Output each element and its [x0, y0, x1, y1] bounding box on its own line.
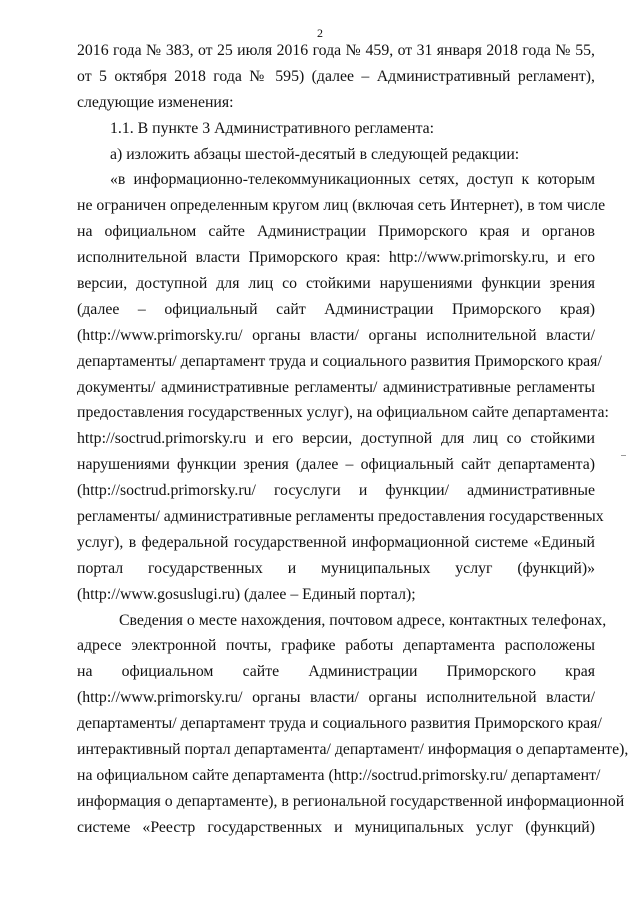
- text-line: адресе электронной почты, графике работы департамента расположены: [77, 637, 595, 655]
- text-line: интерактивный портал департамента/ департамент/ информация о департаменте),: [77, 741, 629, 759]
- text-line: на официальном сайте Администрации Приморского края и органов: [77, 223, 595, 241]
- text-line: (http://www.primorsky.ru/ органы власти/ органы исполнительной власти/: [77, 326, 595, 344]
- text-line: департаменты/ департамент труда и социального развития Приморского края/: [77, 715, 602, 733]
- text-line: услуг), в федеральной государственной информационной системе «Единый: [77, 533, 595, 551]
- text-line: (далее – официальный сайт Администрации Приморского края): [77, 300, 595, 318]
- text-line: от 5 октября 2018 года № 595) (далее – Административный регламент),: [77, 67, 595, 85]
- text-line: следующие изменения:: [77, 93, 234, 111]
- text-line: на официальном сайте Администрации Приморского края: [77, 663, 595, 681]
- text-line: исполнительной власти Приморского края: http://www.primorsky.ru, и его: [77, 249, 595, 267]
- page-number: 2: [317, 26, 323, 40]
- text-line: системе «Реестр государственных и муниципальных услуг (функций): [77, 818, 595, 836]
- text-line: (http://soctrud.primorsky.ru/ госуслуги и функции/ административные: [77, 482, 595, 500]
- document-body: [77, 38, 629, 841]
- text-line: информация о департаменте), в региональной государственной информационной: [77, 792, 625, 810]
- text-line: на официальном сайте департамента (http://soctrud.primorsky.ru/ департамент/: [77, 766, 601, 784]
- text-line: нарушениями функции зрения (далее – официальный сайт департамента): [77, 456, 595, 474]
- text-line: (http://www.gosuslugi.ru) (далее – Единый портал);: [77, 585, 416, 603]
- text-line: документы/ административные регламенты/ административные регламенты: [77, 378, 595, 396]
- text-line: предоставления государственных услуг), на официальном сайте департамента:: [77, 404, 609, 422]
- text-line: не ограничен определенным кругом лиц (включая сеть Интернет), в том числе: [77, 197, 606, 215]
- text-line: 2016 года № 383, от 25 июля 2016 года № 459, от 31 января 2018 года № 55,: [77, 42, 595, 59]
- text-line: 1.1. В пункте 3 Административного регламента:: [110, 119, 435, 137]
- text-line: http://soctrud.primorsky.ru и его версии, доступной для лиц со стойкими: [77, 430, 595, 448]
- text-line: версии, доступной для лиц со стойкими нарушениями функции зрения: [77, 275, 595, 293]
- text-line: Сведения о месте нахождения, почтовом адресе, контактных телефонах,: [119, 611, 607, 629]
- text-line: регламенты/ административные регламенты предоставления государственных: [77, 508, 604, 526]
- text-line: «в информационно-телекоммуникационных сетях, доступ к которым: [110, 171, 595, 189]
- text-line: (http://www.primorsky.ru/ органы власти/ органы исполнительной власти/: [77, 689, 595, 707]
- text-line: департаменты/ департамент труда и социального развития Приморского края/: [77, 352, 602, 370]
- text-line: а) изложить абзацы шестой-десятый в следующей редакции:: [110, 145, 520, 163]
- margin-mark: [621, 455, 626, 456]
- text-line: портал государственных и муниципальных услуг (функций)»: [77, 559, 595, 577]
